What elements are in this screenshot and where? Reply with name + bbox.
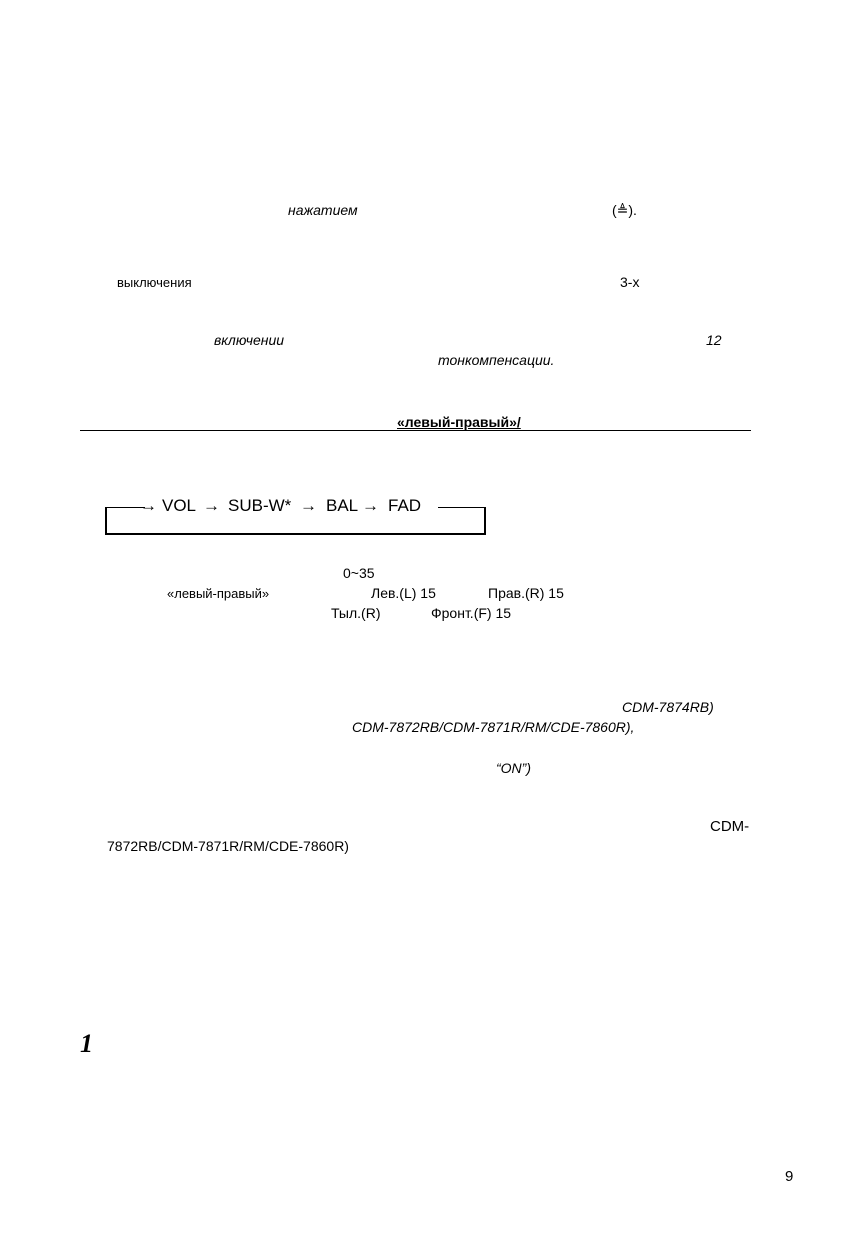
flow-sub-w: SUB-W* [228,496,292,515]
eject-symbol-text: (≜). [612,202,637,218]
flow-arrow-1: → [140,496,157,515]
model-line-1: CDM-7874RB) [622,699,714,715]
text-nazhatiem: нажатием [288,202,358,218]
model-line-2: CDM-7872RB/CDM-7871R/RM/CDE-7860R), [352,719,635,735]
flow-loop-left [105,507,107,534]
model-line-4: 7872RB/CDM-7871R/RM/CDE-7860R) [107,838,349,854]
flow-loop-top-right [438,507,485,508]
section-rule [80,430,751,431]
margin-number: 1 [80,1029,93,1058]
text-vykliucheniya: выключения [117,275,192,290]
flow-loop-right [484,507,486,534]
fader-front: Фронт.(F) 15 [431,605,512,621]
text-three-x: 3-х [620,274,640,290]
volume-range: 0~35 [343,565,375,581]
flow-arrow-2: → [203,496,220,515]
flow-loop-top-left [105,507,145,508]
text-tonkompensatsii: тонкомпенсации. [438,352,555,368]
flow-bal: BAL [326,496,359,515]
balance-left: Лев.(L) 15 [371,585,436,601]
balance-right: Прав.(R) 15 [488,585,564,601]
flow-loop-bottom [105,533,486,535]
text-vkliuchenii: включении [214,332,285,348]
text-twelve: 12 [706,332,722,348]
fader-rear: Тыл.(R) [331,605,381,621]
flow-vol: VOL [162,496,197,515]
model-cdm-prefix: CDM- [710,818,750,835]
on-label: “ON”) [496,760,531,776]
flow-arrow-4: → [362,496,379,515]
flow-arrow-3: → [300,496,317,515]
page-number: 9 [785,1168,794,1185]
balance-label: «левый-правый» [167,586,270,601]
flow-fad: FAD [388,496,422,515]
section-heading: «левый-правый»/ [397,414,521,430]
